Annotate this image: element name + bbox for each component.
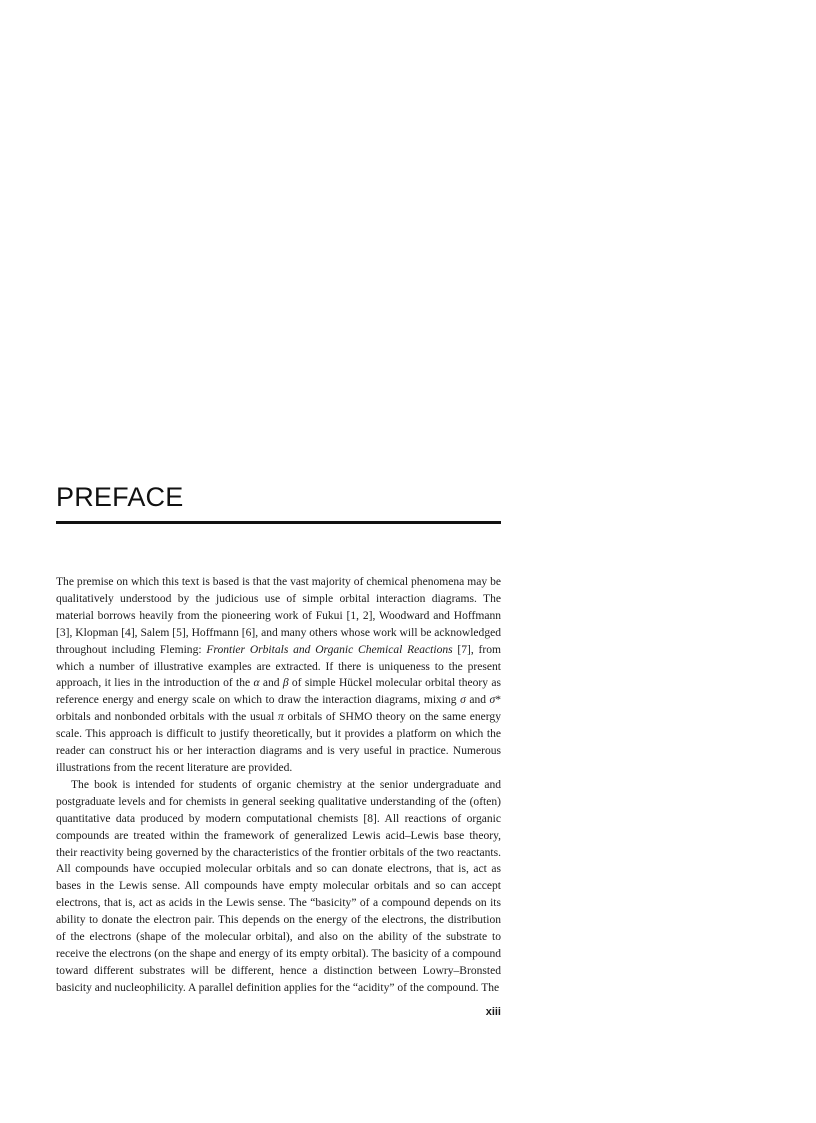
text-run: The book is intended for students of organic chemistry at the senior undergraduate and postgraduate levels and for chemists in general seeking qualitative understanding of the (often) quantitative data produced by modern computational chemists [8]. All reactions of organic compounds are treated within the framework of generalized Lewis acid–Lewis base theory, their reactivity being governed by the characteristics of the frontier orbitals of the two reactants. All compounds have occupied molecular orbitals and so can donate electrons, that is, act as bases in the Lewis sense. All compounds have empty molecular orbitals and so can accept electrons, that is, act as acids in the Lewis sense. The “basicity” of a compound depends on its ability to donate the electron pair. This depends on the energy of the electrons, the distribution of the electrons (shape of the molecular orbital), and also on the ability of the substrate to receive the electrons (on the shape and energy of its empty orbital). The basicity of a compound toward different substrates will be different, hence a distinction between Lowry–Bronsted basicity and nucleophilicity. A parallel definition applies for the “acidity” of the compound. The [56,778,501,994]
text-run: and [259,677,283,690]
sigma-symbol: σ [460,694,466,707]
text-run: orbitals of SHMO theory on the same energy scale. This approach is difficult to justify theoretically, but it provides a platform on which the reader can construct his or her interaction diagrams and is very useful in practice. Numerous illustrations from the recent literature are provided. [56,711,501,774]
sigma-star-symbol: σ [489,694,496,707]
text-run: of simple Hückel molecular orbital theory as reference energy and energy scale on which to draw the interaction diagrams, mixing [56,677,501,707]
preface-body [56,574,501,997]
paragraph-2 [56,777,501,997]
pi-symbol: π [278,711,284,724]
paragraph-1 [56,574,501,777]
title-rule [56,521,501,524]
text-run: and [465,694,490,707]
text-run: [7], from which a number of illustrative examples are extracted. If there is uniqueness to the present approach, it lies in the introduction of the [56,643,501,690]
page-number: xiii [485,1006,501,1018]
beta-symbol: β [282,677,289,690]
page-title: PREFACE [56,482,184,512]
alpha-symbol: α [253,677,260,690]
book-title-italic: Frontier Orbitals and Organic Chemical Reactions [206,643,453,656]
text-run: * orbitals and nonbonded orbitals with the usual [56,694,501,724]
text-run: The premise on which this text is based is that the vast majority of chemical phenomena may be qualitatively understood by the judicious use of simple orbital interaction diagrams. The material borrows heavily from the pioneering work of Fukui [1, 2], Woodward and Hoffmann [3], Klopman [4], Salem [5], Hoffmann [6], and many others whose work will be acknowledged throughout including Fleming: [56,576,501,656]
